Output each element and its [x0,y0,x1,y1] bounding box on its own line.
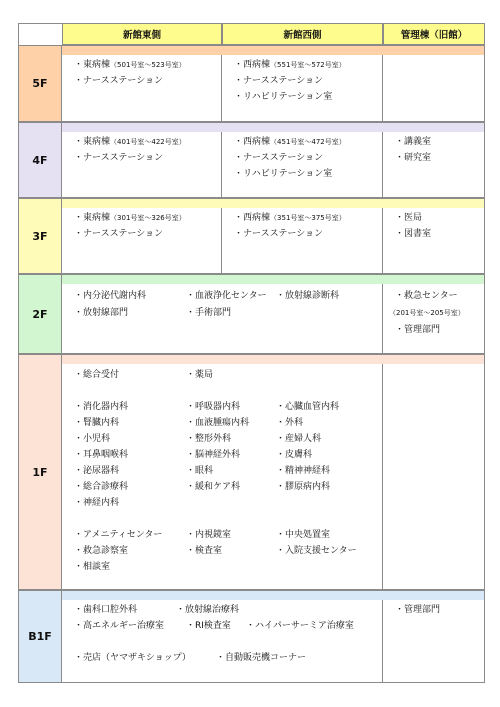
header-admin: 管理棟（旧館） [383,23,485,45]
floor-1f-item: ・内視鏡室 [186,530,232,540]
floor-2f-admin-item: ・救急センター [395,291,458,301]
floor-2f-item: ・放射線診断科 [276,291,340,301]
floor-5f-east-item: ・ナースステーション [74,76,164,86]
floor-1f-item: ・消化器内科 [74,402,129,412]
floor-3f-east [62,208,222,274]
floor-4f-admin-item: ・講義室 [395,137,432,147]
floor-1f-item: ・相談室 [74,562,111,572]
floor-5f-east-item: ・東病棟（501号室～523号室） [74,60,186,70]
floor-4f-admin-item: ・研究室 [395,153,432,163]
floor-4f-east [62,132,222,198]
floor-1f-label: 1F [18,354,62,590]
floor-1f-item: ・精神神経科 [276,466,331,476]
floor-1f-item: ・薬局 [186,370,214,380]
floor-3f-admin-item: ・図書室 [395,229,432,239]
floor-4f-west-item: ・リハビリテーション室 [234,169,333,179]
floor-3f-east-item: ・ナースステーション [74,229,164,239]
floor-b1f-label: B1F [18,590,62,683]
floor-3f-admin [383,208,485,274]
floor-1f-item: ・中央処置室 [276,530,331,540]
floor-b1f-item: ・歯科口腔外科 [74,605,138,615]
floor-b1f-admin-item: ・管理部門 [395,605,441,615]
floor-b1f-item: ・自動販売機コーナー [216,653,307,663]
floor-4f-label: 4F [18,122,62,198]
floor-4f-west-item: ・西病棟（451号室～472号室） [234,137,346,147]
floor-1f-admin [383,364,485,590]
floor-1f-item: ・総合受付 [74,370,120,380]
floor-b1f-item: ・ハイパーサーミア治療室 [246,621,354,631]
header-west: 新館西側 [222,23,383,45]
floor-1f-item: ・脳神経外科 [186,450,241,460]
floor-1f-item: ・緩和ケア科 [186,482,241,492]
floor-2f-item: ・手術部門 [186,308,232,318]
floor-3f-west-item: ・西病棟（351号室～375号室） [234,213,346,223]
floor-1f-item: ・小児科 [74,434,111,444]
floor-1f-item: ・血液腫瘍内科 [186,418,250,428]
floor-5f-east [62,55,222,122]
floor-1f-item: ・外科 [276,418,304,428]
floor-4f-strip [62,122,485,132]
floor-2f-main [62,284,383,354]
floor-2f-item: ・放射線部門 [74,308,129,318]
floor-2f-item: ・血液浄化センター [186,291,267,301]
floor-3f-west [222,208,383,274]
floor-1f-item: ・産婦人科 [276,434,322,444]
header-east: 新館東側 [62,23,222,45]
floor-2f-item: ・内分泌代謝内科 [74,291,147,301]
floor-b1f-item: ・RI検査室 [186,621,231,631]
floor-1f-item: ・入院支援センター [276,546,357,556]
floor-2f-strip [62,274,485,284]
floor-1f-item: ・救急診察室 [74,546,129,556]
floor-4f-admin [383,132,485,198]
floor-5f-west-item: ・リハビリテーション室 [234,92,333,102]
floor-1f-item: ・神経内科 [74,498,120,508]
floor-1f-item: ・アメニティセンター [74,530,163,540]
floor-1f-main [62,364,383,590]
floor-b1f-admin [383,600,485,683]
floor-1f-item: ・心臓血管内科 [276,402,340,412]
floor-1f-item: ・腎臓内科 [74,418,120,428]
floor-1f-item: ・耳鼻咽喉科 [74,450,129,460]
floor-3f-admin-item: ・医局 [395,213,423,223]
floor-5f-west [222,55,383,122]
floor-2f-admin [383,284,485,354]
floor-1f-item: ・総合診療科 [74,482,129,492]
floor-1f-item: ・泌尿器科 [74,466,120,476]
floor-1f-item: ・眼科 [186,466,214,476]
floor-5f-admin [383,55,485,122]
floor-1f-item: ・膠原病内科 [276,482,331,492]
floor-1f-item: ・整形外科 [186,434,232,444]
floor-5f-west-item: ・西病棟（551号室～572号室） [234,60,346,70]
floor-1f-strip [62,354,485,364]
floor-2f-admin-note: （201号室～205号室） [389,309,465,317]
floor-2f-admin-item: ・管理部門 [395,325,441,335]
floor-3f-strip [62,198,485,208]
floor-3f-label: 3F [18,198,62,274]
floor-3f-east-item: ・東病棟（301号室～326号室） [74,213,186,223]
floor-4f-east-item: ・ナースステーション [74,153,164,163]
floor-b1f-item: ・売店（ヤマザキショップ） [74,653,191,663]
floor-b1f-item: ・放射線治療科 [176,605,240,615]
floor-1f-item: ・皮膚科 [276,450,313,460]
floor-b1f-main [62,600,383,683]
floor-5f-strip [62,45,485,55]
floor-1f-item: ・呼吸器内科 [186,402,241,412]
floor-b1f-item: ・高エネルギー治療室 [74,621,165,631]
floor-b1f-strip [62,590,485,600]
floor-5f-west-item: ・ナースステーション [234,76,324,86]
floor-5f-label: 5F [18,45,62,122]
floor-4f-west-item: ・ナースステーション [234,153,324,163]
floor-2f-label: 2F [18,274,62,354]
floor-4f-east-item: ・東病棟（401号室～422号室） [74,137,186,147]
floor-3f-west-item: ・ナースステーション [234,229,324,239]
floor-1f-item: ・検査室 [186,546,223,556]
floor-4f-west [222,132,383,198]
